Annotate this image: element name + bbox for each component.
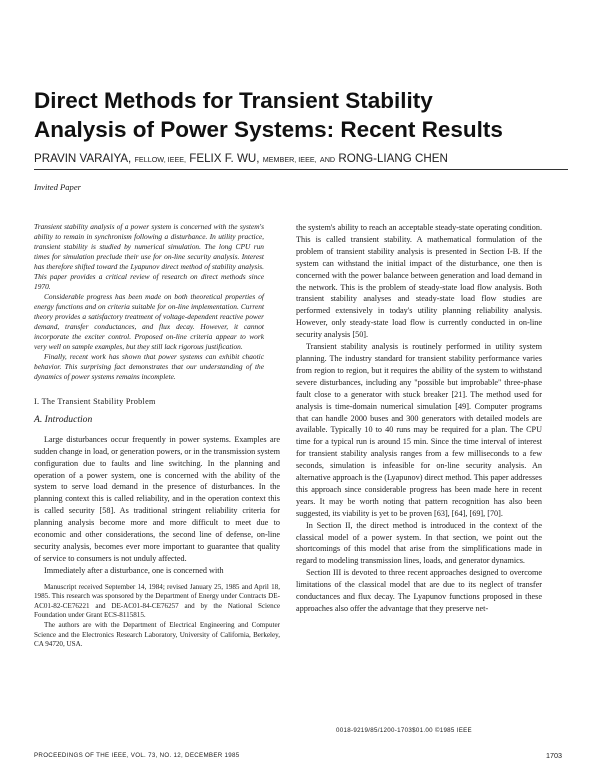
author-3: RONG-LIANG CHEN — [338, 152, 448, 165]
body-paragraph: the system's ability to reach an acceptable steady-state operating condition. This is called transient stability. A mathematical formulation of the problem of transient stability analysis is presented in Section I-B. If the system can withstand the initial impact of the disturbance, one then is concerned with the power balance between generation and load demand in the network. This is the problem of steady-state load flow analysis. Both transient stability analyses and steady-state load flow studies are performed extensively in today's utility planning reliability analysis. However, only steady-state load flow is currently conducted in on-line security analysis [50]. — [296, 223, 542, 340]
subsection-heading: A. Introduction — [34, 413, 93, 425]
title-line-1: Direct Methods for Transient Stability — [34, 88, 433, 113]
footnote: The authors are with the Department of Electrical Engineering and Computer Science and the Electronics Research Laboratory, University of California, Berkeley, CA 94720, USA. — [34, 621, 280, 649]
page-number: 1703 — [546, 751, 562, 760]
paper-title — [34, 86, 574, 144]
author-2: FELIX F. WU, — [189, 152, 260, 165]
author-2-role: MEMBER, IEEE, — [262, 155, 317, 164]
header-rule — [34, 169, 568, 170]
section-heading: I. The Transient Stability Problem — [34, 397, 156, 406]
body-paragraph: Transient stability analysis is routinely performed in utility system planning. The industry standard for transient stability performance varies from region to region, but it requires the ability of the system to withstand severe disturbances, including any "possible but improbable" three-phase fault close to a generator with stuck breaker [21]. The method used for analysis is time-domain numerical simulation [49]. Computer programs that can handle 2000 buses and 300 generators with detailed models are available. Typically 10 to 40 runs may be required for a plan. The CPU time for a typical run is around 15 min. Since the time interval of interest for transient stability analysis ranges from a few milliseconds to a few seconds, simulation is infeasible for on-line security analysis. An alternative approach is the (Lyapunov) direct method. This paper addresses this approach since considerable progress has been made here in recent years. It may be worth noting that pattern recognition has also been suggested, its viability is yet to be proven [63], [64], [69], [70]. — [296, 342, 542, 518]
author-1-role: FELLOW, IEEE, — [134, 155, 187, 164]
right-column — [296, 222, 542, 615]
left-column — [34, 222, 280, 650]
title-line-2: Analysis of Power Systems: Recent Results — [34, 117, 503, 142]
doi-line: 0018-9219/85/1200-1703$01.00 ©1985 IEEE — [336, 727, 472, 734]
body-paragraph: Large disturbances occur frequently in power systems. Examples are sudden change in load, or generation powers, or in the transmission system configuration due to faults and line switching. In the planning and operation of a power system, one is concerned with the ability of the system to serve load demand in the presence of disturbances. In the planning context this is called reliability, and in the operation context this is called security [58]. As traditional stringent reliability criteria for planning analysis become more and more difficult to meet due to economic and other considerations, the second line of defense, on-line security analysis, becomes ever more important to guarantee that quality of service to consumers is not unduly affected. — [34, 434, 280, 563]
author-1: PRAVIN VARAIYA, — [34, 152, 132, 165]
abstract-paragraph: Finally, recent work has shown that power systems can exhibit chaotic behavior. This surprising fact demonstrates that our understanding of the dynamics of power systems remains incomplete. — [34, 352, 264, 381]
invited-paper-label: Invited Paper — [34, 182, 82, 192]
body-paragraph: Section III is devoted to three recent approaches designed to overcome limitations of the classical model that are due to its neglect of transfer conductances and flux decay. The Lyapunov functions proposed in these approaches also offer the advantage that they preserve net- — [296, 568, 542, 613]
section-body — [34, 434, 280, 577]
body-paragraph: Immediately after a disturbance, one is concerned with — [44, 565, 224, 575]
abstract — [34, 222, 280, 382]
footnotes — [34, 583, 280, 650]
abstract-paragraph: Transient stability analysis of a power system is concerned with the system's ability to remain in synchronism following a disturbance. In utility practice, transient stability is studied by numerical simulation. The long CPU run times for simulation preclude their use for on-line security analysis. Interest has therefore shifted toward the Lyapunov direct method of stability analysis. This paper provides a critical review of research on direct methods since 1970. — [34, 222, 264, 291]
journal-footer: PROCEEDINGS OF THE IEEE, VOL. 73, NO. 12, DECEMBER 1985 — [34, 752, 240, 759]
body-paragraph: In Section II, the direct method is introduced in the context of the classical model of a power system. In that section, we point out the shortcomings of this model that arise from the simplifications made in regard to modeling transmission lines, loads, and generator dynamics. — [296, 520, 542, 566]
author-line — [34, 152, 574, 165]
footnote: Manuscript received September 14, 1984; revised January 25, 1985 and April 18, 1985. This research was sponsored by the Department of Energy under Contracts DE-AC01-82-CE76221 and DE-AC01-84-CE76257 and by the National Science Foundation under Grant ECS-8115815. — [34, 582, 280, 620]
abstract-paragraph: Considerable progress has been made on both theoretical properties of energy functions and on criteria suitable for on-line implementation. Current theory provides a satisfactory treatment of voltage-dependent reactive power demand, transfer conductances, and flux decay. However, it cannot incorporate the exciter control. Proposed on-line criteria appear to work very well on sample examples, but they still lack rigorous justification. — [34, 292, 264, 351]
author-separator: AND — [319, 155, 336, 164]
